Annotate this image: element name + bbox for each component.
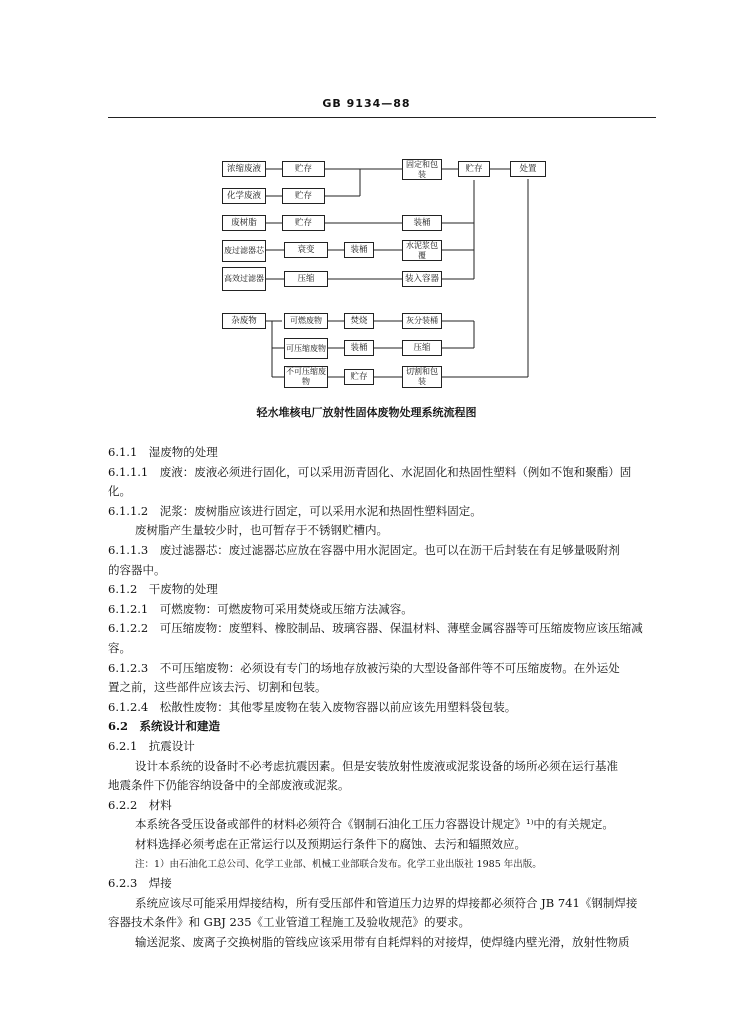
flowchart-caption: 轻水堆核电厂放射性固体废物处理系统流程图 — [256, 406, 477, 419]
paragraph-line: 6.2.1 抗震设计 — [108, 739, 195, 753]
paragraph-line: 的容器中。 — [108, 562, 166, 577]
box-drum-filling-1: 装桶 — [344, 242, 374, 258]
paragraph-line: 6.1.2 干废物的处理 — [108, 582, 218, 597]
box-hepa-filter: 高效过滤器 — [222, 267, 266, 291]
box-load-container: 装入容器 — [402, 271, 442, 287]
paragraph-line: 6.2 系统设计和建造 — [108, 719, 221, 734]
box-cut-package: 切割和包装 — [402, 366, 442, 388]
paragraph-line: 置之前，这些部件应该去污、切割和包装。 — [108, 680, 327, 695]
box-drum-filling-2: 装桶 — [402, 215, 442, 231]
box-waste-resin: 废树脂 — [222, 215, 266, 231]
paragraph-line: 输送泥浆、废离子交换树脂的管线应该采用带有自耗焊料的对接焊，使焊缝内壁光滑，放射性物质 — [135, 935, 630, 949]
paragraph-line: 系统应该尽可能采用焊接结构，所有受压部件和管道压力边界的焊接都必须符合 JB 741《钢制焊接 — [135, 895, 638, 910]
box-cement-package: 水泥浆包覆 — [402, 240, 442, 261]
box-compress: 压缩 — [402, 340, 442, 356]
paragraph-line: 6.1.1.2 泥浆：废树脂应该进行固定，可以采用水泥和热固性塑料固定。 — [108, 503, 482, 518]
paragraph-line: 6.1.1 湿废物的处理 — [108, 445, 218, 459]
box-incinerate: 焚烧 — [344, 313, 374, 329]
box-non-compressible-waste: 不可压缩废物 — [286, 367, 326, 386]
box-ash-drum: 灰分装桶 — [402, 313, 442, 329]
paragraph-line: 化。 — [108, 484, 131, 499]
paragraph-line: 6.1.2.2 可压缩废物：废塑料、橡胶制品、玻璃容器、保温材料、薄壁金属容器等可压缩废物应该压缩减 — [108, 621, 643, 636]
paragraph-line: 本系统各受压设备或部件的材料必须符合《钢制石油化工压力容器设计规定》¹⁾中的有关规定。 — [135, 817, 614, 832]
paragraph-line: 容器技术条件》和 GBJ 235《工业管道工程施工及验收规范》的要求。 — [108, 915, 471, 930]
paragraph-line: 6.1.1.1 废液：废液必须进行固化，可以采用沥青固化、水泥固化和热固性塑料（例如不饱和聚酯）固 — [108, 464, 632, 479]
box-drum-filling-3: 装桶 — [344, 340, 374, 356]
box-disposal: 处置 — [510, 161, 546, 177]
paragraph-line: 6.2.2 材料 — [108, 797, 172, 812]
paragraph-line: 废树脂产生量较少时，也可暂存于不锈钢贮槽内。 — [135, 523, 388, 538]
paragraph-line: 地震条件下仍能容纳设备中的全部废液或泥浆。 — [108, 778, 350, 793]
box-waste-filter-element: 废过滤器芯 — [222, 240, 266, 262]
box-chemical-waste: 化学废液 — [222, 188, 266, 204]
paragraph-line: 6.1.2.4 松散性废物：其他零星废物在装入废物容器以前应该先用塑料袋包装。 — [108, 699, 517, 714]
paragraph-line: 6.2.3 焊接 — [108, 876, 172, 891]
box-misc-waste: 杂废物 — [222, 313, 266, 329]
standard-code-header: GB 9134—88 — [322, 97, 411, 110]
paragraph-line: 6.1.2.1 可燃废物：可燃废物可采用焚烧或压缩方法减容。 — [108, 601, 413, 616]
paragraph-line: 6.1.2.3 不可压缩废物：必须设有专门的场地存放被污染的大型设备部件等不可压缩废物。在外运处 — [108, 660, 620, 675]
box-storage-3: 贮存 — [282, 215, 325, 231]
paragraph-line: 6.1.1.3 废过滤器芯：废过滤器芯应放在容器中用水泥固定。也可以在沥干后封装在有足够量吸附剂 — [108, 543, 620, 557]
box-combustible-waste: 可燃废物 — [284, 313, 328, 329]
box-solidify-package: 固定和包装 — [402, 159, 442, 180]
paragraph-line: 设计本系统的设备时不必考虑抗震因素。但是安装放射性废液或泥浆设备的场所必须在运行基准 — [135, 758, 618, 773]
box-decay: 衰变 — [284, 242, 328, 258]
box-storage-4: 贮存 — [458, 161, 490, 177]
box-compressible-waste: 可压缩废物 — [284, 338, 328, 359]
paragraph-line: 材料选择必须考虑在正常运行以及预期运行条件下的腐蚀、去污和辐照效应。 — [135, 837, 526, 851]
box-storage-1: 贮存 — [282, 161, 325, 177]
box-storage-5: 贮存 — [344, 369, 374, 385]
box-compaction: 压缩 — [284, 271, 328, 287]
box-evaporator-concentrate: 浓缩废液 — [222, 161, 266, 177]
box-storage-2: 贮存 — [282, 188, 325, 204]
paragraph-line: 注：1）由石油化工总公司、化学工业部、机械工业部联合发布。化学工业出版社 1985 年出版。 — [135, 858, 542, 870]
paragraph-line: 容。 — [108, 641, 131, 655]
